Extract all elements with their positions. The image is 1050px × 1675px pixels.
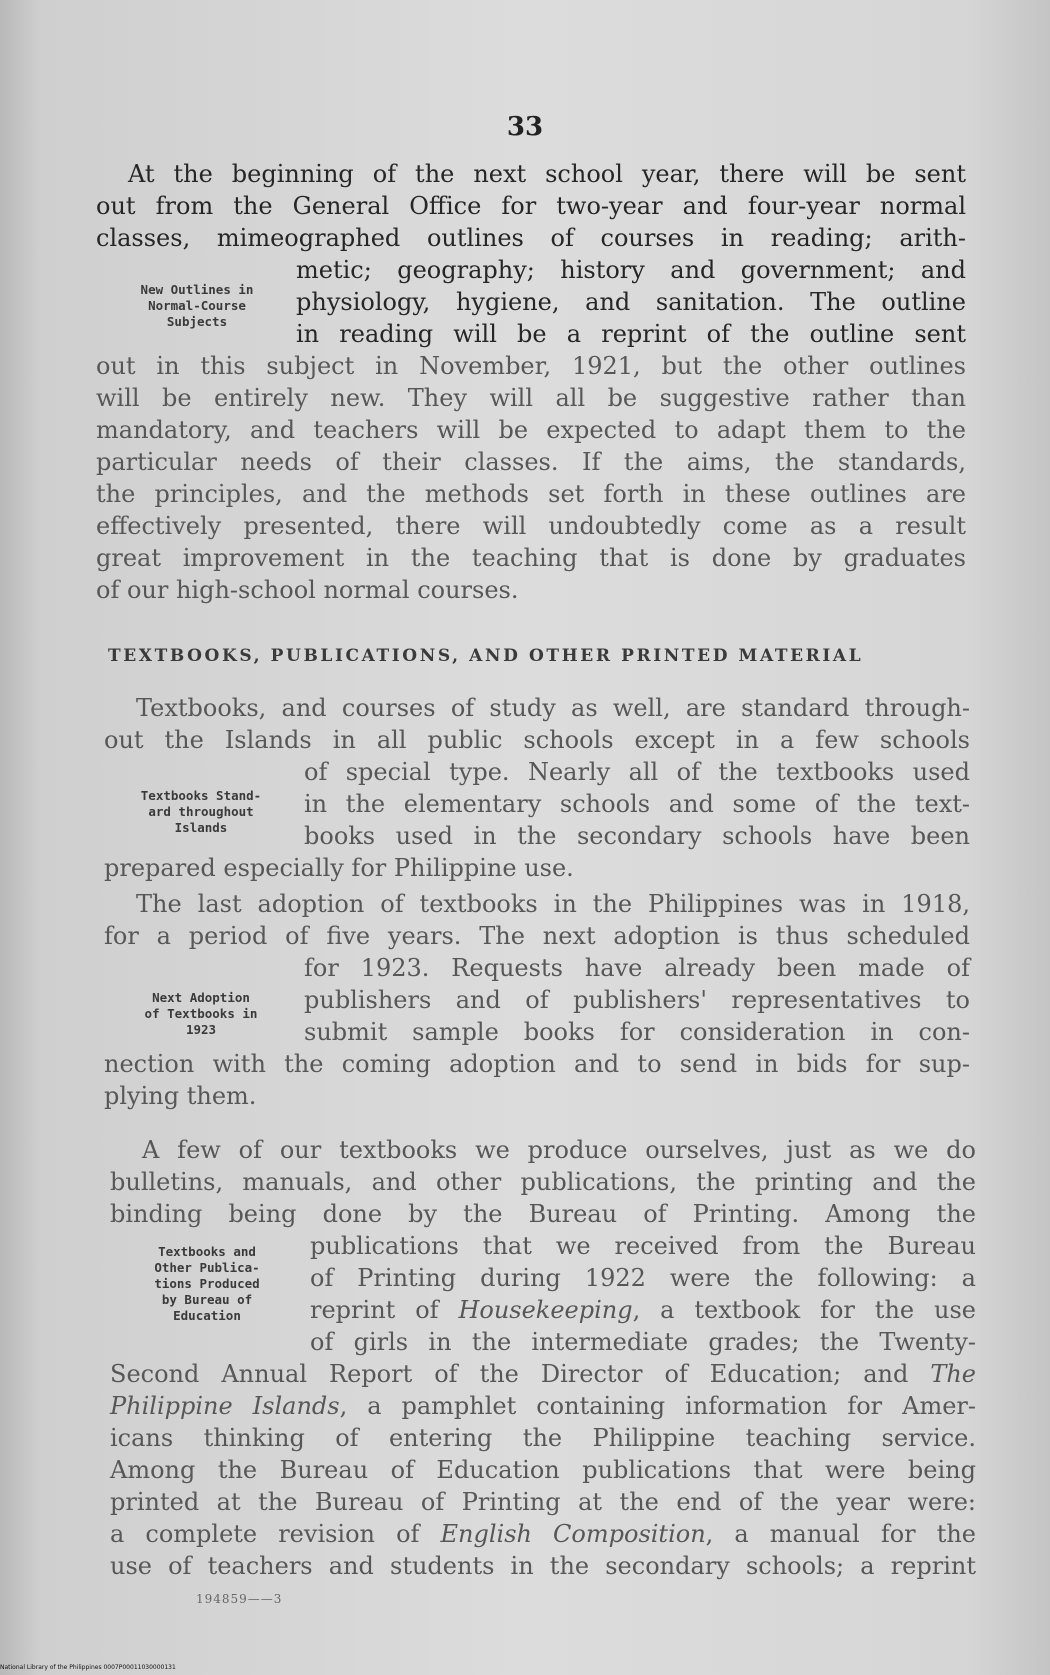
text-run: Second Annual Report of the Director of Education; and xyxy=(110,1360,931,1388)
text-line: The last adoption of textbooks in the Philippines was in 1918, xyxy=(136,890,970,918)
text-line: publications that we received from the Bureau xyxy=(310,1232,976,1260)
side-note-line: tions Produced xyxy=(154,1276,260,1291)
text-run: , a manual for the xyxy=(705,1520,977,1548)
side-note-line: Normal-Course xyxy=(148,298,246,313)
section-heading: TEXTBOOKS, PUBLICATIONS, AND OTHER PRINTED MATERIAL xyxy=(108,646,864,666)
text-line xyxy=(110,1358,976,1390)
text-run: , a pamphlet containing information for Amer- xyxy=(339,1392,976,1420)
text-line: in the elementary schools and some of the text- xyxy=(304,790,970,818)
text-line: for a period of five years. The next adoption is thus scheduled xyxy=(104,922,970,950)
text-line: books used in the secondary schools have been xyxy=(304,822,970,850)
text-line: prepared especially for Philippine use. xyxy=(104,854,574,882)
text-line: physiology, hygiene, and sanitation. The outline xyxy=(296,288,966,316)
text-line: of special type. Nearly all of the textbooks used xyxy=(304,758,970,786)
text-run: reprint of xyxy=(310,1296,459,1324)
side-note-next-adoption xyxy=(112,990,290,1038)
printer-code: 194859——3 xyxy=(196,1592,283,1606)
text-line: particular needs of their classes. If the aims, the standards, xyxy=(96,448,966,476)
scan-credit: National Library of the Philippines 0007P00011030000131 xyxy=(0,1664,176,1671)
text-line: in reading will be a reprint of the outline sent xyxy=(296,320,966,348)
text-line: plying them. xyxy=(104,1082,257,1110)
text-line: printed at the Bureau of Printing at the end of the year were: xyxy=(110,1488,976,1516)
text-line: Textbooks, and courses of study as well, are standard through- xyxy=(136,694,970,722)
paragraph-bureau-publications xyxy=(110,1134,976,1582)
italic-title-english-composition: English Composition xyxy=(440,1520,706,1548)
text-line: Among the Bureau of Education publications that were being xyxy=(110,1456,976,1484)
side-note-new-outlines xyxy=(108,282,286,330)
text-line: metic; geography; history and government; and xyxy=(296,256,966,284)
page-number: 33 xyxy=(506,112,544,142)
italic-title-the: The xyxy=(930,1360,976,1388)
text-line: classes, mimeographed outlines of courses in reading; arith- xyxy=(96,224,966,252)
side-note-line: Textbooks and xyxy=(158,1244,256,1259)
text-line: effectively presented, there will undoubtedly come as a result xyxy=(96,512,966,540)
text-line: out in this subject in November, 1921, but the other outlines xyxy=(96,352,966,380)
text-line: out the Islands in all public schools except in a few schools xyxy=(104,726,970,754)
side-note-line: Education xyxy=(173,1308,241,1323)
side-note-line: Textbooks Stand- xyxy=(140,788,262,803)
text-line: for 1923. Requests have already been made of xyxy=(304,954,970,982)
text-line: A few of our textbooks we produce ourselves, just as we do xyxy=(142,1136,976,1164)
text-line: icans thinking of entering the Philippine teaching service. xyxy=(110,1424,976,1452)
text-line: of our high-school normal courses. xyxy=(96,576,519,604)
text-line: submit sample books for consideration in con- xyxy=(304,1018,970,1046)
text-line: nection with the coming adoption and to send in bids for sup- xyxy=(104,1050,970,1078)
text-line: At the beginning of the next school year, there will be sent xyxy=(128,160,966,188)
text-line: of Printing during 1922 were the following: a xyxy=(310,1264,976,1292)
text-line: of girls in the intermediate grades; the Twenty- xyxy=(310,1328,976,1356)
side-note-line: Islands xyxy=(174,820,228,835)
text-line: will be entirely new. They will all be suggestive rather than xyxy=(96,384,966,412)
side-note-line: by Bureau of xyxy=(161,1292,253,1307)
side-note-line: Other Publica- xyxy=(154,1260,260,1275)
text-line: mandatory, and teachers will be expected to adapt them to the xyxy=(96,416,966,444)
text-line xyxy=(110,1518,976,1550)
side-note-line: New Outlines in xyxy=(140,282,254,297)
side-note-line: ard throughout xyxy=(148,804,254,819)
side-note-line: of Textbooks in xyxy=(144,1006,258,1021)
text-line xyxy=(110,1390,976,1422)
text-line: great improvement in the teaching that is done by graduates xyxy=(96,544,966,572)
side-note-line: Next Adoption xyxy=(152,990,250,1005)
side-note-line: Subjects xyxy=(166,314,228,329)
paragraph-new-outlines xyxy=(96,158,966,606)
text-line: bulletins, manuals, and other publications, the printing and the xyxy=(110,1168,976,1196)
text-run: , a textbook for the use xyxy=(632,1296,976,1324)
italic-title-housekeeping: Housekeeping xyxy=(458,1296,633,1324)
side-note-textbooks-standard xyxy=(112,788,290,836)
text-run: a complete revision of xyxy=(110,1520,441,1548)
italic-title-philippine-islands: Philippine Islands xyxy=(110,1392,340,1420)
text-line: use of teachers and students in the secondary schools; a reprint xyxy=(110,1552,976,1580)
text-line: binding being done by the Bureau of Printing. Among the xyxy=(110,1200,976,1228)
side-note-line: 1923 xyxy=(185,1022,217,1037)
text-line: the principles, and the methods set forth in these outlines are xyxy=(96,480,966,508)
text-line: publishers and of publishers' representatives to xyxy=(304,986,970,1014)
text-line: out from the General Office for two-year and four-year normal xyxy=(96,192,966,220)
side-note-bureau-publications xyxy=(118,1244,296,1324)
